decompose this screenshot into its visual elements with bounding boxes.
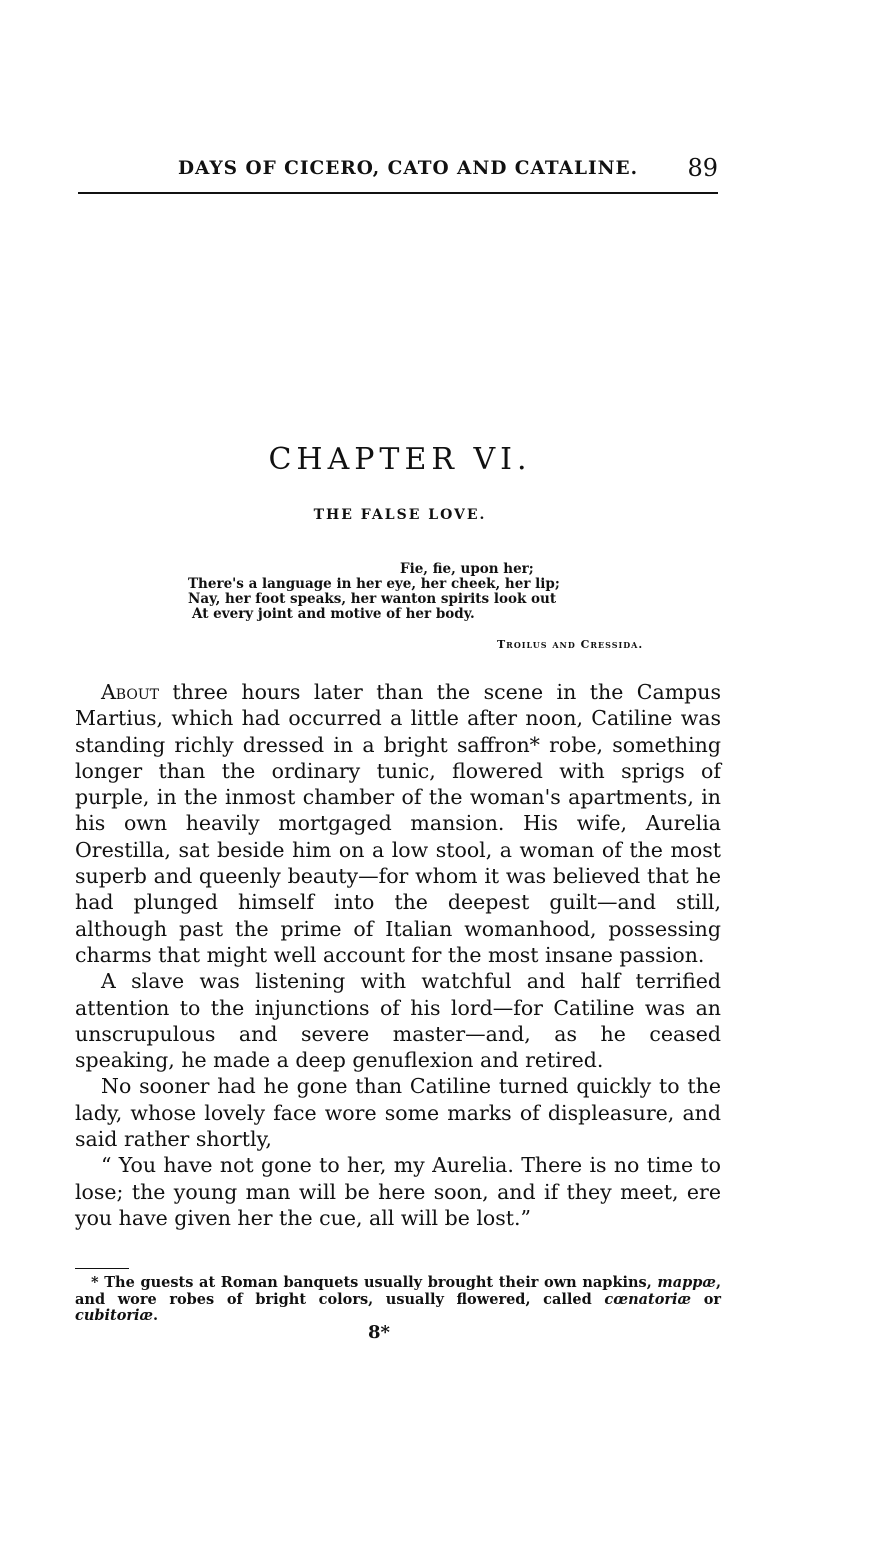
epigraph-line: Nay, her foot speaks, her wanton spirits look out	[188, 591, 557, 607]
footnote-italic: mappæ	[657, 1274, 716, 1291]
footnote-text: * The guests at Roman banquets usually brought their own napkins,	[91, 1274, 658, 1291]
epigraph-line: There's a language in her eye, her cheek, her lip;	[188, 576, 560, 592]
running-head	[78, 154, 718, 188]
epigraph-line: Fie, fie, upon her;	[400, 561, 534, 577]
paragraph-1	[75, 679, 721, 968]
header-rule	[78, 192, 718, 194]
footnote-text: .	[153, 1307, 159, 1324]
running-title: DAYS OF CICERO, CATO AND CATALINE.	[178, 158, 639, 179]
footnote-text: , and wore robes of bright colors, usually flowered, called	[75, 1274, 721, 1308]
signature-mark: 8*	[368, 1322, 390, 1343]
footnote	[75, 1275, 721, 1325]
footnote-italic: cœnatoriæ	[604, 1290, 692, 1308]
paragraph-2: A slave was listening with watchful and half terrified attention to the injunctions of his lord—for Catiline was an unscrupulous and severe master—and, as he ceased speaking, he made a deep genuflexion and retired.	[75, 969, 721, 1073]
chapter-title: CHAPTER VI.	[268, 442, 532, 477]
paragraph-4: “ You have not gone to her, my Aurelia. There is no time to lose; the young man will be here soon, and if they meet, ere you have given her the cue, all will be lost.”	[75, 1153, 721, 1230]
epigraph	[188, 562, 608, 622]
paragraph-3: No sooner had he gone than Catiline turned quickly to the lady, whose lovely face wore some marks of displeasure, and said rather shortly,	[75, 1074, 721, 1152]
chapter-subtitle: THE FALSE LOVE.	[313, 507, 487, 523]
epigraph-line: At every joint and motive of her body.	[192, 606, 475, 622]
footnote-text: or	[691, 1290, 722, 1308]
paragraph-1-text: three hours later than the scene in the Campus Martius, which had occurred a little after noon, Catiline was standing richly dressed in a bright saffron* robe, something longer than the ordinary tunic, flowered with sprigs of purple, in the inmost chamber of the woman's apartments, in his own heavily mortgaged mansion. His wife, Aurelia Orestilla, sat beside him on a low stool, a woman of the most superb and queenly beauty—for whom it was believed that he had plunged himself into the deepest guilt—and still, although past the prime of Italian womanhood, possessing charms that might well account for the most insane passion.	[75, 680, 721, 967]
page-number: 89	[687, 154, 718, 182]
paragraph-lead-word: About	[101, 680, 159, 704]
body-text	[75, 679, 721, 1231]
footnote-italic: cubitoriæ	[75, 1307, 154, 1324]
epigraph-source: Troilus and Cressida.	[497, 638, 644, 651]
footnote-rule	[75, 1268, 129, 1269]
